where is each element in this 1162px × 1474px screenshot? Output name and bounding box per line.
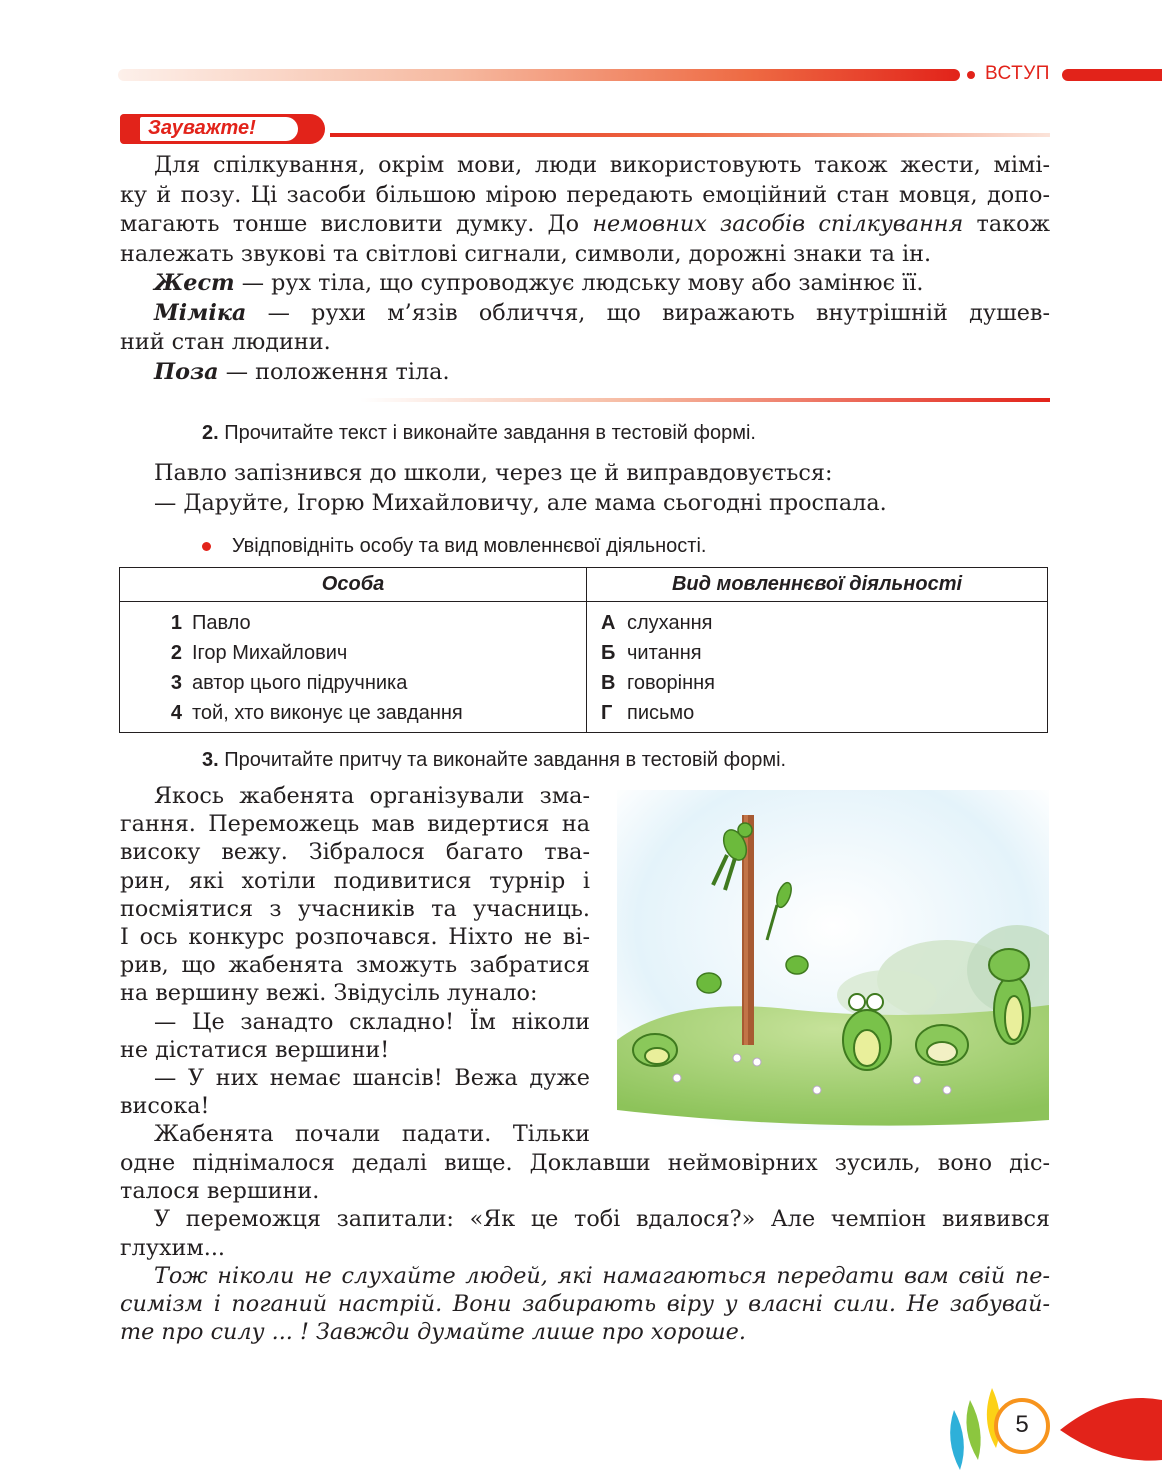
table-header-person: Особа (120, 568, 587, 602)
header-decor-tab (1062, 69, 1162, 81)
table-row: 4 той, хто виконує це завдання Г письмо (120, 698, 1048, 733)
note-label (120, 114, 325, 144)
note-top-rule (330, 133, 1050, 137)
table-header-activity: Вид мовленнєвої діяльності (587, 568, 1048, 602)
page-number-decor (940, 1370, 1162, 1474)
note-text (120, 151, 1050, 387)
task-2-subtask: Увідповідніть особу та вид мовленнєвої діяльності. (232, 535, 707, 557)
definition-gesture: Жест — рух тіла, що супроводжує людську мову або замінює її. (154, 270, 924, 296)
matching-table (119, 567, 1048, 733)
header-bullet-dot (967, 71, 975, 79)
section-title: ВСТУП (985, 63, 1050, 84)
task-2-heading: 2. Прочитайте текст і виконайте завдання в тестовій формі. (202, 422, 756, 444)
header-decor-bar (118, 69, 960, 81)
parable-text-narrow: Якось жабенята організували зма- гання. Переможець мав видертися на високу вежу. Зібралося багато тва- рин, які хотіли подивитися турнір і посміятися з учасників та учасниць. І ось конкурс розпочався. Ніхто не ві- рив, що жабенята зможуть забратися на вершину вежі. Звідусіль лунало: — Це занадто складно! Їм ніколи не дістатися вершини! — У них немає шансів! Вежа дуже висока! Жабенята почали падати. Тільки (120, 783, 590, 1148)
parable-text-wide: одне піднімалося дедалі вище. Доклавши неймовірних зусиль, воно діс- талося вершини. У переможця запитали: «Як це тобі вдалося?» Але чемпіон виявився глухим... Тож ніколи не слухайте людей, які намагаються передати вам свій пе- симізм і поганий настрій. Вони забирають віру у власні сили. Не забувай- те про силу ... ! Завжди думайте лише про хороше. (120, 1150, 1050, 1346)
definition-mimicry-cont: ний стан людини. (120, 329, 331, 355)
note-line-1: Для спілкування, окрім мови, люди використовують також жести, мімі- (154, 152, 1050, 178)
note-line-2: ку й позу. Ці засоби більшою мірою передають емоційний стан мовця, допо- (120, 181, 1050, 208)
table-row: 1 Павло А слухання (120, 602, 1048, 639)
table-row: 3 автор цього підручника В говоріння (120, 668, 1048, 698)
frogs-illustration (617, 790, 1049, 1130)
task-3-heading: 3. Прочитайте притчу та виконайте завдання в тестовій формі. (202, 749, 787, 771)
task-2-text: Павло запізнився до школи, через це й виправдовується: — Даруйте, Ігорю Михайловичу, але мама сьогодні проспала. (154, 460, 887, 516)
note-bottom-rule (360, 398, 1050, 402)
note-line-3: магають тонше висловити думку. До немовних засобів спілкування також (120, 211, 1051, 237)
page-number: 5 (1015, 1411, 1029, 1438)
note-line-4: належать звукові та світлові сигнали, символи, дорожні знаки та ін. (120, 240, 932, 267)
definition-mimicry: Міміка — рухи м’язів обличчя, що виражають внутрішній душев- (154, 299, 1050, 326)
table-row: 2 Ігор Михайлович Б читання (120, 638, 1048, 668)
note-label-text: Зауважте! (148, 117, 256, 139)
subtask-bullet (202, 542, 211, 551)
definition-pose: Поза — положення тіла. (154, 358, 450, 385)
